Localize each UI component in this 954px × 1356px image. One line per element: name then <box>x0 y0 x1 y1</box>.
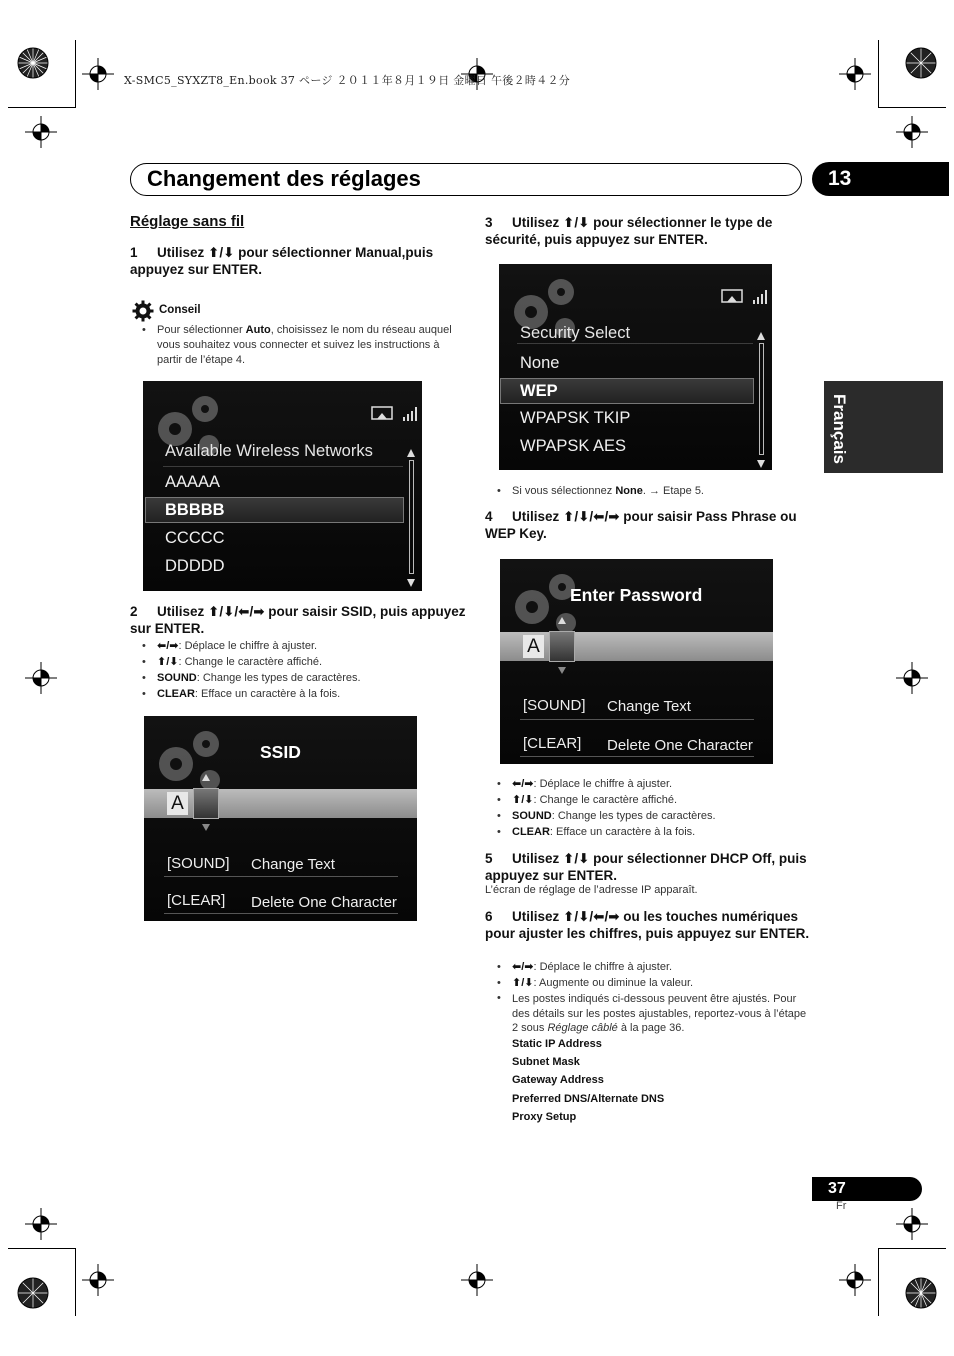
chapter-header <box>130 163 802 196</box>
step-3 <box>485 214 815 248</box>
sound-key-label: [SOUND] <box>167 855 230 872</box>
list-item: • ⬅/➡: Déplace le chiffre à ajuster. <box>485 776 815 792</box>
crop-line <box>8 107 76 108</box>
enter-password-screen <box>500 559 773 764</box>
registration-target-icon <box>6 36 60 90</box>
clear-key-action: Delete One Character <box>251 894 397 911</box>
char-up-icon[interactable] <box>202 774 210 781</box>
list-item: • CLEAR: Efface un caractère à la fois. <box>130 686 460 702</box>
list-item: • ⬆/⬇: Change le caractère affiché. <box>130 654 460 670</box>
crosshair-mark-icon <box>25 116 57 148</box>
crop-line <box>8 1248 76 1249</box>
clear-key-label: [CLEAR] <box>167 892 226 909</box>
step-text: Utilisez ⬆/⬇/⬅/➡ ou les touches numériques pour ajuster les chiffres, puis appuyez sur ENTER. <box>485 909 810 941</box>
section-title: Réglage sans fil <box>130 213 245 230</box>
step-number: 6 <box>485 909 493 924</box>
scrollbar[interactable] <box>757 332 766 468</box>
char-down-icon[interactable] <box>558 667 566 674</box>
text-cursor <box>193 788 219 819</box>
step-number: 4 <box>485 509 493 524</box>
crosshair-mark-icon <box>896 662 928 694</box>
screen-title: Available Wireless Networks <box>165 442 373 460</box>
crop-line <box>878 1248 946 1249</box>
list-item: • Pour sélectionner Auto, choisissez le nom du réseau auquel vous souhaitez vous connecter et suivez les instructions à partir de l’étape 4. <box>130 323 460 368</box>
list-item: • ⬆/⬇: Augmente ou diminue la valeur. <box>485 975 815 991</box>
crop-line <box>878 107 946 108</box>
step-4-bullets <box>485 776 815 840</box>
adjustable-items-list <box>512 1035 664 1126</box>
ssid-screen <box>144 716 417 921</box>
scroll-down-icon[interactable] <box>757 460 765 468</box>
tip-label: Conseil <box>159 304 201 316</box>
crosshair-mark-icon <box>896 1208 928 1240</box>
entered-character: A <box>523 635 544 658</box>
registration-target-icon <box>894 1266 948 1320</box>
step-2 <box>130 603 466 637</box>
list-item[interactable]: WPAPSK TKIP <box>520 409 631 427</box>
crosshair-mark-icon <box>82 58 114 90</box>
list-item: • ⬆/⬇: Change le caractère affiché. <box>485 792 815 808</box>
crosshair-mark-icon <box>839 1264 871 1296</box>
list-item: Preferred DNS/Alternate DNS <box>512 1092 665 1105</box>
crop-line <box>75 40 76 108</box>
sound-key-label: [SOUND] <box>523 697 586 714</box>
file-header: X-SMC5_SYXZT8_En.book 37 ページ ２０１１年８月１９日 金曜日 午後２時４２分 <box>124 74 571 87</box>
page-language: Fr <box>836 1200 847 1212</box>
clear-key-label: [CLEAR] <box>523 735 582 752</box>
crop-line <box>75 1248 76 1316</box>
network-status-icon <box>721 288 771 306</box>
char-up-icon[interactable] <box>558 617 566 624</box>
step-number: 2 <box>130 604 138 619</box>
step-number: 3 <box>485 215 493 230</box>
step-2-bullets <box>130 638 460 702</box>
tip-bullets <box>130 323 460 368</box>
entered-character: A <box>167 792 188 815</box>
registration-target-icon <box>894 36 948 90</box>
network-status-icon <box>371 405 421 423</box>
chapter-number: 13 <box>812 162 949 196</box>
list-item[interactable]: WPAPSK AES <box>520 437 627 455</box>
step-text: Utilisez ⬆/⬇ pour sélectionner Manual,puis appuyez sur ENTER. <box>130 245 434 277</box>
scroll-down-icon[interactable] <box>407 579 415 587</box>
sound-key-action: Change Text <box>607 698 691 715</box>
list-item: Gateway Address <box>512 1074 604 1087</box>
crosshair-mark-icon <box>896 116 928 148</box>
char-down-icon[interactable] <box>202 824 210 831</box>
step-6 <box>485 908 815 942</box>
sound-key-action: Change Text <box>251 856 335 873</box>
list-item: • SOUND: Change les types de caractères. <box>130 670 460 686</box>
list-item[interactable]: AAAAA <box>165 473 221 491</box>
crop-line <box>878 40 879 108</box>
step-text: Utilisez ⬆/⬇ pour sélectionner le type de sécurité, puis appuyez sur ENTER. <box>485 215 773 247</box>
language-tab <box>824 381 943 473</box>
list-item: • Si vous sélectionnez None. → Etape 5. <box>485 483 815 499</box>
page-number: 37 <box>812 1177 922 1201</box>
step-4 <box>485 508 815 542</box>
step-5 <box>485 850 815 884</box>
step-number: 5 <box>485 851 493 866</box>
registration-target-icon <box>6 1266 60 1320</box>
step-1 <box>130 244 466 278</box>
list-item-selected[interactable]: BBBBB <box>165 501 225 519</box>
list-item: Subnet Mask <box>512 1056 580 1069</box>
crop-line <box>878 1248 879 1316</box>
screen-title: SSID <box>260 742 301 762</box>
clear-key-action: Delete One Character <box>607 737 753 754</box>
crosshair-mark-icon <box>25 662 57 694</box>
step-text: Utilisez ⬆/⬇/⬅/➡ pour saisir Pass Phrase ou WEP Key. <box>485 509 797 541</box>
list-item: • ⬅/➡: Déplace le chiffre à ajuster. <box>130 638 460 654</box>
chapter-title: Changement des réglages <box>147 166 421 191</box>
step-number: 1 <box>130 245 138 260</box>
security-select-screen <box>499 264 772 470</box>
list-item[interactable]: DDDDD <box>165 557 225 575</box>
list-item[interactable]: None <box>520 354 560 372</box>
step-text: Utilisez ⬆/⬇/⬅/➡ pour saisir SSID, puis appuyez sur ENTER. <box>130 604 466 636</box>
crosshair-mark-icon <box>461 1264 493 1296</box>
scroll-up-icon[interactable] <box>407 449 415 457</box>
step-5-note: L’écran de réglage de l’adresse IP apparaît. <box>485 884 698 896</box>
step-3-note <box>485 483 815 499</box>
list-item-selected[interactable]: WEP <box>520 382 558 400</box>
list-item: • ⬅/➡: Déplace le chiffre à ajuster. <box>485 959 815 975</box>
step-6-bullets <box>485 959 815 1036</box>
wireless-networks-screen <box>143 381 422 591</box>
scroll-up-icon[interactable] <box>757 332 765 340</box>
screen-title: Enter Password <box>570 585 703 605</box>
step-text: Utilisez ⬆/⬇ pour sélectionner DHCP Off, puis appuyez sur ENTER. <box>485 851 807 883</box>
list-item: • SOUND: Change les types de caractères. <box>485 808 815 824</box>
text-cursor <box>549 631 575 662</box>
crosshair-mark-icon <box>25 1208 57 1240</box>
list-item: • CLEAR: Efface un caractère à la fois. <box>485 824 815 840</box>
scrollbar[interactable] <box>407 449 416 587</box>
list-item[interactable]: CCCCC <box>165 529 225 547</box>
list-item: Proxy Setup <box>512 1110 577 1123</box>
screen-title: Security Select <box>520 324 631 342</box>
list-item: • Les postes indiqués ci-dessous peuvent être ajustés. Pour des détails sur les postes ajustables, reportez-vous à l’étape 2 sous Réglage câblé à la page 36. <box>485 991 815 1036</box>
language-tab-label: Français <box>830 394 849 464</box>
crosshair-mark-icon <box>839 58 871 90</box>
crosshair-mark-icon <box>82 1264 114 1296</box>
list-item: Static IP Address <box>512 1038 602 1050</box>
